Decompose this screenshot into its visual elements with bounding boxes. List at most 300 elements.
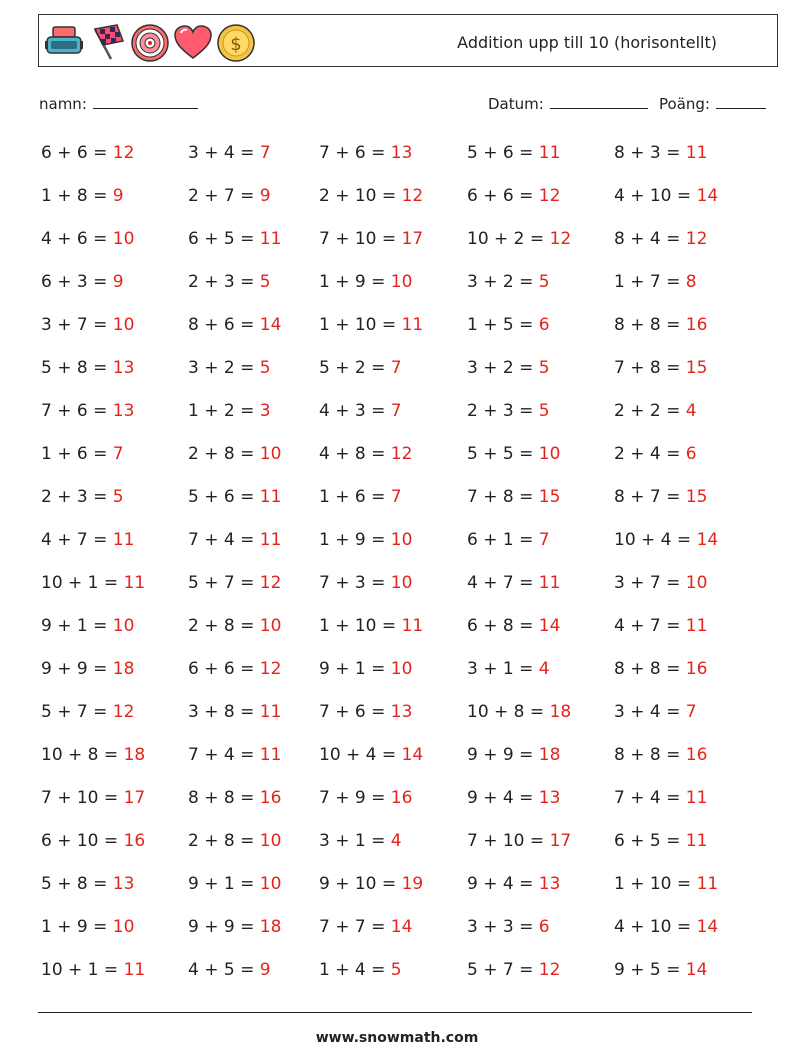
problem-answer: 16 <box>685 315 708 335</box>
problem-cell <box>319 143 412 163</box>
problem-cell <box>467 917 550 937</box>
problem-cell <box>614 272 697 292</box>
problem-expression: 3 + 2 = <box>467 272 539 292</box>
problem-answer: 11 <box>259 702 282 722</box>
problem-answer: 16 <box>259 788 282 808</box>
problem-expression: 5 + 8 = <box>41 358 113 378</box>
problem-answer: 7 <box>112 444 124 464</box>
problem-expression: 5 + 6 = <box>467 143 539 163</box>
problem-cell <box>41 444 124 464</box>
problem-cell <box>41 831 145 851</box>
problem-answer: 11 <box>538 143 561 163</box>
problem-expression: 4 + 6 = <box>41 229 113 249</box>
problem-answer: 9 <box>112 272 124 292</box>
problem-answer: 6 <box>685 444 697 464</box>
problem-answer: 17 <box>549 831 572 851</box>
problem-expression: 9 + 4 = <box>467 874 539 894</box>
problem-cell <box>614 444 697 464</box>
problem-answer: 6 <box>538 917 550 937</box>
problem-row <box>41 563 781 606</box>
heart-icon <box>173 23 213 63</box>
problem-expression: 7 + 6 = <box>41 401 113 421</box>
problem-expression: 10 + 8 = <box>41 745 124 765</box>
problem-cell <box>467 444 560 464</box>
website-url: www.snowmath.com <box>315 1030 479 1046</box>
problem-expression: 2 + 8 = <box>188 444 260 464</box>
problem-cell <box>319 659 412 679</box>
problem-cell <box>41 917 134 937</box>
problem-cell <box>319 487 402 507</box>
problem-expression: 7 + 10 = <box>41 788 124 808</box>
problem-answer: 9 <box>259 186 271 206</box>
problem-answer: 16 <box>123 831 146 851</box>
problem-expression: 1 + 9 = <box>319 530 391 550</box>
problem-cell <box>41 315 134 335</box>
problem-expression: 8 + 6 = <box>188 315 260 335</box>
problem-cell <box>319 358 402 378</box>
problem-expression: 6 + 6 = <box>467 186 539 206</box>
problem-expression: 3 + 4 = <box>188 143 260 163</box>
problem-answer: 14 <box>390 917 413 937</box>
problem-expression: 3 + 1 = <box>467 659 539 679</box>
problem-answer: 14 <box>696 917 719 937</box>
problem-answer: 7 <box>259 143 271 163</box>
problem-answer: 14 <box>538 616 561 636</box>
problem-answer: 16 <box>390 788 413 808</box>
problem-cell <box>41 874 134 894</box>
problem-cell <box>467 874 560 894</box>
problem-expression: 10 + 8 = <box>467 702 550 722</box>
problem-expression: 10 + 4 = <box>319 745 402 765</box>
problem-answer: 11 <box>259 487 282 507</box>
problem-cell <box>467 530 550 550</box>
problem-expression: 4 + 8 = <box>319 444 391 464</box>
problem-answer: 5 <box>112 487 124 507</box>
problem-answer: 6 <box>538 315 550 335</box>
problem-expression: 7 + 10 = <box>467 831 550 851</box>
problem-expression: 3 + 7 = <box>41 315 113 335</box>
problem-expression: 9 + 1 = <box>188 874 260 894</box>
problem-answer: 11 <box>259 229 282 249</box>
problem-row <box>41 778 781 821</box>
problem-answer: 10 <box>390 573 413 593</box>
problem-cell <box>614 831 707 851</box>
name-field <box>39 94 198 113</box>
problem-cell <box>467 573 560 593</box>
problem-cell <box>467 401 550 421</box>
problem-answer: 13 <box>538 788 561 808</box>
name-label: namn: <box>39 95 87 113</box>
problem-cell <box>614 616 707 636</box>
problem-expression: 3 + 2 = <box>467 358 539 378</box>
problem-cell <box>614 315 707 335</box>
problem-answer: 7 <box>390 358 402 378</box>
problem-answer: 5 <box>259 272 271 292</box>
problem-cell <box>188 229 281 249</box>
problem-expression: 10 + 4 = <box>614 530 697 550</box>
problem-cell <box>467 702 571 722</box>
problem-expression: 3 + 7 = <box>614 573 686 593</box>
problem-expression: 6 + 6 = <box>188 659 260 679</box>
problem-answer: 10 <box>390 530 413 550</box>
problem-expression: 8 + 7 = <box>614 487 686 507</box>
problem-cell <box>188 272 271 292</box>
svg-text:$: $ <box>230 34 242 55</box>
problem-cell <box>614 186 718 206</box>
problem-answer: 10 <box>259 874 282 894</box>
problem-expression: 6 + 3 = <box>41 272 113 292</box>
problem-answer: 8 <box>685 272 697 292</box>
date-field <box>488 94 648 113</box>
problem-answer: 11 <box>685 143 708 163</box>
problem-answer: 13 <box>390 143 413 163</box>
problem-answer: 11 <box>401 616 424 636</box>
problem-answer: 11 <box>123 960 146 980</box>
problem-cell <box>188 917 281 937</box>
problem-cell <box>467 315 550 335</box>
problem-expression: 2 + 3 = <box>41 487 113 507</box>
problem-answer: 7 <box>390 401 402 421</box>
problem-cell <box>467 960 560 980</box>
problem-answer: 16 <box>685 659 708 679</box>
problem-cell <box>41 143 134 163</box>
problem-expression: 7 + 3 = <box>319 573 391 593</box>
problem-expression: 1 + 10 = <box>319 315 402 335</box>
problem-cell <box>188 186 271 206</box>
problem-expression: 7 + 4 = <box>614 788 686 808</box>
problem-answer: 12 <box>112 702 135 722</box>
problem-cell <box>319 788 412 808</box>
problem-answer: 14 <box>696 530 719 550</box>
problem-answer: 15 <box>538 487 561 507</box>
problem-row <box>41 649 781 692</box>
problem-row <box>41 907 781 950</box>
problem-cell <box>614 229 707 249</box>
problem-cell <box>188 573 281 593</box>
problem-cell <box>41 659 134 679</box>
problem-expression: 8 + 8 = <box>614 659 686 679</box>
problem-expression: 4 + 5 = <box>188 960 260 980</box>
problem-answer: 10 <box>112 315 135 335</box>
problem-expression: 9 + 4 = <box>467 788 539 808</box>
problem-expression: 4 + 3 = <box>319 401 391 421</box>
problem-answer: 13 <box>390 702 413 722</box>
problem-expression: 5 + 7 = <box>41 702 113 722</box>
problem-cell <box>319 186 423 206</box>
problem-answer: 18 <box>112 659 135 679</box>
problem-cell <box>188 487 281 507</box>
problem-cell <box>614 358 707 378</box>
problem-answer: 13 <box>538 874 561 894</box>
problem-cell <box>188 659 281 679</box>
problem-cell <box>319 530 412 550</box>
worksheet-title: Addition upp till 10 (horisontellt) <box>457 33 717 52</box>
problem-answer: 11 <box>696 874 719 894</box>
problem-expression: 8 + 8 = <box>188 788 260 808</box>
problem-expression: 6 + 6 = <box>41 143 113 163</box>
problem-cell <box>188 745 281 765</box>
problem-answer: 11 <box>685 788 708 808</box>
problem-cell <box>614 487 707 507</box>
problem-answer: 12 <box>390 444 413 464</box>
problem-answer: 18 <box>259 917 282 937</box>
problem-cell <box>467 186 560 206</box>
problem-expression: 8 + 8 = <box>614 315 686 335</box>
problem-cell <box>188 788 281 808</box>
icon-strip <box>44 23 256 63</box>
problem-expression: 8 + 3 = <box>614 143 686 163</box>
problem-expression: 1 + 6 = <box>319 487 391 507</box>
problem-row <box>41 348 781 391</box>
problem-expression: 4 + 7 = <box>614 616 686 636</box>
problem-answer: 12 <box>538 186 561 206</box>
problem-cell <box>319 960 402 980</box>
problem-answer: 14 <box>259 315 282 335</box>
problem-cell <box>614 143 707 163</box>
problem-expression: 8 + 8 = <box>614 745 686 765</box>
problem-cell <box>41 229 134 249</box>
problem-expression: 10 + 2 = <box>467 229 550 249</box>
problem-cell <box>319 229 423 249</box>
problem-answer: 11 <box>685 616 708 636</box>
problem-cell <box>467 788 560 808</box>
problem-cell <box>188 960 271 980</box>
problem-answer: 5 <box>538 358 550 378</box>
problem-expression: 7 + 9 = <box>319 788 391 808</box>
problem-answer: 10 <box>112 616 135 636</box>
problem-cell <box>319 573 412 593</box>
problem-expression: 2 + 7 = <box>188 186 260 206</box>
date-label: Datum: <box>488 95 544 113</box>
problem-cell <box>188 616 281 636</box>
problem-expression: 5 + 6 = <box>188 487 260 507</box>
name-blank-line[interactable] <box>93 94 198 109</box>
problem-cell <box>41 745 145 765</box>
problem-cell <box>467 831 571 851</box>
problem-expression: 4 + 7 = <box>467 573 539 593</box>
problem-answer: 12 <box>538 960 561 980</box>
problem-answer: 12 <box>685 229 708 249</box>
problem-expression: 7 + 7 = <box>319 917 391 937</box>
problem-expression: 5 + 7 = <box>188 573 260 593</box>
problem-row <box>41 219 781 262</box>
problem-answer: 9 <box>112 186 124 206</box>
problem-answer: 11 <box>259 745 282 765</box>
problem-answer: 14 <box>401 745 424 765</box>
problem-expression: 2 + 3 = <box>467 401 539 421</box>
problem-expression: 1 + 10 = <box>614 874 697 894</box>
vr-headset-icon <box>44 23 84 63</box>
problem-answer: 12 <box>549 229 572 249</box>
problem-row <box>41 821 781 864</box>
problem-cell <box>614 917 718 937</box>
problem-answer: 16 <box>685 745 708 765</box>
problem-expression: 6 + 8 = <box>467 616 539 636</box>
problem-answer: 5 <box>390 960 402 980</box>
problem-expression: 1 + 6 = <box>41 444 113 464</box>
problem-expression: 7 + 4 = <box>188 530 260 550</box>
problem-cell <box>319 917 412 937</box>
problem-cell <box>41 530 134 550</box>
problem-expression: 6 + 5 = <box>614 831 686 851</box>
problem-answer: 11 <box>538 573 561 593</box>
problem-expression: 6 + 10 = <box>41 831 124 851</box>
problem-answer: 10 <box>390 272 413 292</box>
problem-expression: 2 + 4 = <box>614 444 686 464</box>
problem-cell <box>319 616 423 636</box>
problem-answer: 11 <box>112 530 135 550</box>
problem-cell <box>467 659 550 679</box>
problem-answer: 14 <box>685 960 708 980</box>
problem-expression: 2 + 8 = <box>188 831 260 851</box>
problem-cell <box>188 702 281 722</box>
problem-expression: 5 + 5 = <box>467 444 539 464</box>
problem-answer: 13 <box>112 358 135 378</box>
problem-cell <box>614 659 707 679</box>
problem-expression: 1 + 10 = <box>319 616 402 636</box>
problem-cell <box>319 315 423 335</box>
problem-answer: 10 <box>259 444 282 464</box>
problem-cell <box>188 530 281 550</box>
date-blank-line[interactable] <box>550 94 648 109</box>
problem-cell <box>188 444 281 464</box>
problem-answer: 12 <box>259 659 282 679</box>
problem-row <box>41 262 781 305</box>
problem-expression: 2 + 3 = <box>188 272 260 292</box>
problem-cell <box>614 788 707 808</box>
problem-answer: 13 <box>112 874 135 894</box>
problem-answer: 11 <box>259 530 282 550</box>
problem-answer: 10 <box>538 444 561 464</box>
problem-expression: 3 + 8 = <box>188 702 260 722</box>
problem-answer: 5 <box>538 272 550 292</box>
problem-cell <box>614 745 707 765</box>
problem-expression: 8 + 4 = <box>614 229 686 249</box>
problem-answer: 10 <box>685 573 708 593</box>
score-field <box>659 94 766 113</box>
problem-answer: 13 <box>112 401 135 421</box>
problem-answer: 5 <box>259 358 271 378</box>
problem-expression: 9 + 5 = <box>614 960 686 980</box>
problem-answer: 11 <box>123 573 146 593</box>
problem-expression: 4 + 7 = <box>41 530 113 550</box>
score-blank-line[interactable] <box>716 94 766 109</box>
problem-expression: 10 + 1 = <box>41 960 124 980</box>
problem-expression: 7 + 10 = <box>319 229 402 249</box>
problem-cell <box>188 401 271 421</box>
problem-cell <box>41 401 134 421</box>
problem-row <box>41 176 781 219</box>
problem-cell <box>467 358 550 378</box>
problem-answer: 15 <box>685 487 708 507</box>
problem-answer: 19 <box>401 874 424 894</box>
problem-cell <box>319 272 412 292</box>
problem-cell <box>41 702 134 722</box>
problem-expression: 1 + 9 = <box>319 272 391 292</box>
problem-answer: 10 <box>259 831 282 851</box>
problem-expression: 1 + 8 = <box>41 186 113 206</box>
problem-cell <box>614 874 718 894</box>
problem-expression: 9 + 9 = <box>467 745 539 765</box>
problem-row <box>41 391 781 434</box>
problem-expression: 7 + 4 = <box>188 745 260 765</box>
problem-answer: 18 <box>123 745 146 765</box>
problem-cell <box>467 143 560 163</box>
problem-cell <box>188 143 271 163</box>
problem-expression: 3 + 1 = <box>319 831 391 851</box>
problem-cell <box>319 874 423 894</box>
problem-expression: 1 + 9 = <box>41 917 113 937</box>
problem-expression: 9 + 10 = <box>319 874 402 894</box>
problem-answer: 7 <box>538 530 550 550</box>
problem-expression: 5 + 2 = <box>319 358 391 378</box>
header-box <box>38 14 778 67</box>
problem-row <box>41 520 781 563</box>
problem-answer: 14 <box>696 186 719 206</box>
problem-answer: 7 <box>685 702 697 722</box>
problem-expression: 9 + 9 = <box>188 917 260 937</box>
problem-expression: 9 + 9 = <box>41 659 113 679</box>
problem-answer: 10 <box>259 616 282 636</box>
problem-answer: 18 <box>549 702 572 722</box>
problem-expression: 9 + 1 = <box>319 659 391 679</box>
problem-expression: 9 + 1 = <box>41 616 113 636</box>
dartboard-icon <box>130 23 170 63</box>
problem-expression: 7 + 8 = <box>614 358 686 378</box>
problem-cell <box>319 831 402 851</box>
problem-cell <box>467 616 560 636</box>
problem-answer: 7 <box>390 487 402 507</box>
problem-cell <box>467 745 560 765</box>
problem-expression: 3 + 2 = <box>188 358 260 378</box>
problem-answer: 4 <box>538 659 550 679</box>
problem-cell <box>41 960 145 980</box>
score-label: Poäng: <box>659 95 710 113</box>
problem-expression: 2 + 10 = <box>319 186 402 206</box>
problem-expression: 2 + 8 = <box>188 616 260 636</box>
problem-cell <box>319 444 412 464</box>
problem-answer: 4 <box>685 401 697 421</box>
problem-answer: 11 <box>401 315 424 335</box>
problem-cell <box>41 788 145 808</box>
problem-row <box>41 606 781 649</box>
problem-answer: 15 <box>685 358 708 378</box>
problem-expression: 6 + 5 = <box>188 229 260 249</box>
problem-expression: 10 + 1 = <box>41 573 124 593</box>
problem-answer: 10 <box>390 659 413 679</box>
problem-row <box>41 950 781 993</box>
checkered-flag-icon <box>87 23 127 63</box>
problem-answer: 12 <box>259 573 282 593</box>
problem-cell <box>614 960 707 980</box>
problem-row <box>41 133 781 176</box>
problem-answer: 4 <box>390 831 402 851</box>
problem-cell <box>41 616 134 636</box>
problem-answer: 11 <box>685 831 708 851</box>
problem-row <box>41 305 781 348</box>
problem-cell <box>41 186 124 206</box>
problem-expression: 1 + 5 = <box>467 315 539 335</box>
dollar-coin-icon <box>216 23 256 63</box>
problem-expression: 7 + 8 = <box>467 487 539 507</box>
footer-divider <box>38 1012 752 1013</box>
problem-answer: 18 <box>538 745 561 765</box>
problem-cell <box>188 831 281 851</box>
problem-cell <box>41 272 124 292</box>
problem-expression: 7 + 6 = <box>319 143 391 163</box>
problem-row <box>41 434 781 477</box>
problem-cell <box>467 272 550 292</box>
